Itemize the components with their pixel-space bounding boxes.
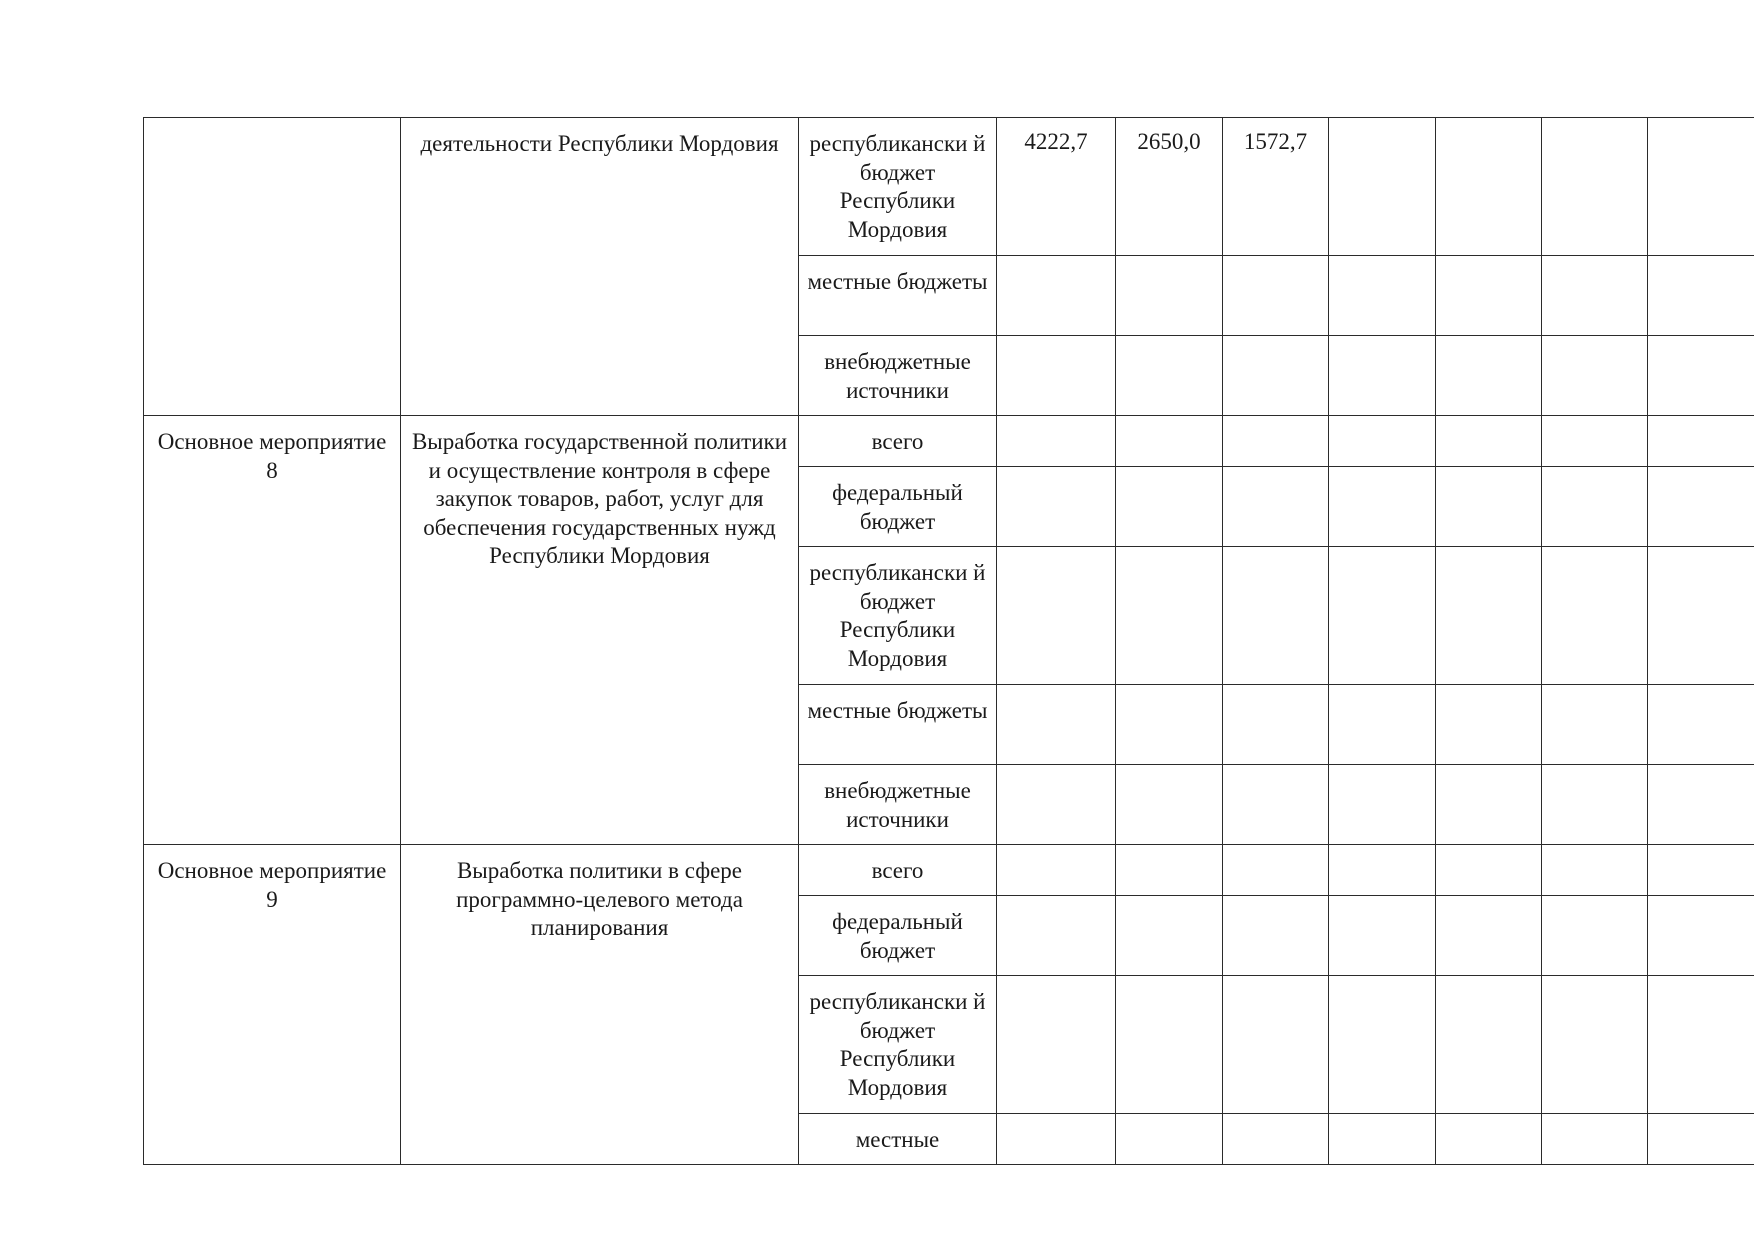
source-cell-republic: республикански й бюджет Республики Мордовия	[799, 118, 997, 256]
value-cell: 4222,7	[997, 118, 1116, 256]
source-cell-federal: федеральный бюджет	[799, 896, 997, 976]
source-cell-federal: федеральный бюджет	[799, 467, 997, 547]
source-cell-extrabudget: внебюджетные источники	[799, 336, 997, 416]
source-cell-republic: республикански й бюджет Республики Мордовия	[799, 547, 997, 685]
activity-name-cell: деятельности Республики Мордовия	[401, 118, 799, 416]
activity-code-cell: Основное мероприятие 8	[144, 416, 401, 845]
activity-name-cell: Выработка политики в сфере программно-целевого метода планирования	[401, 845, 799, 1165]
table-row	[144, 118, 1754, 256]
table-row	[144, 416, 1754, 467]
value-cell: 1572,7	[1223, 118, 1329, 256]
source-cell-extrabudget: внебюджетные источники	[799, 765, 997, 845]
value-cell	[1648, 118, 1754, 256]
table-row	[144, 845, 1754, 896]
source-cell-local: местные	[799, 1114, 997, 1165]
source-cell-republic: республикански й бюджет Республики Мордовия	[799, 976, 997, 1114]
activity-code-cell: Основное мероприятие 9	[144, 845, 401, 1165]
source-cell-total: всего	[799, 845, 997, 896]
value-cell: 2650,0	[1116, 118, 1223, 256]
value-cell	[1329, 118, 1436, 256]
value-cell	[1542, 118, 1648, 256]
budget-table	[143, 117, 1754, 1165]
activity-code-cell	[144, 118, 401, 416]
source-cell-local: местные бюджеты	[799, 256, 997, 336]
source-cell-total: всего	[799, 416, 997, 467]
value-cell	[1436, 118, 1542, 256]
source-cell-local: местные бюджеты	[799, 685, 997, 765]
activity-name-cell: Выработка государственной политики и осуществление контроля в сфере закупок товаров, работ, услуг для обеспечения государственных нужд Республики Мордовия	[401, 416, 799, 845]
